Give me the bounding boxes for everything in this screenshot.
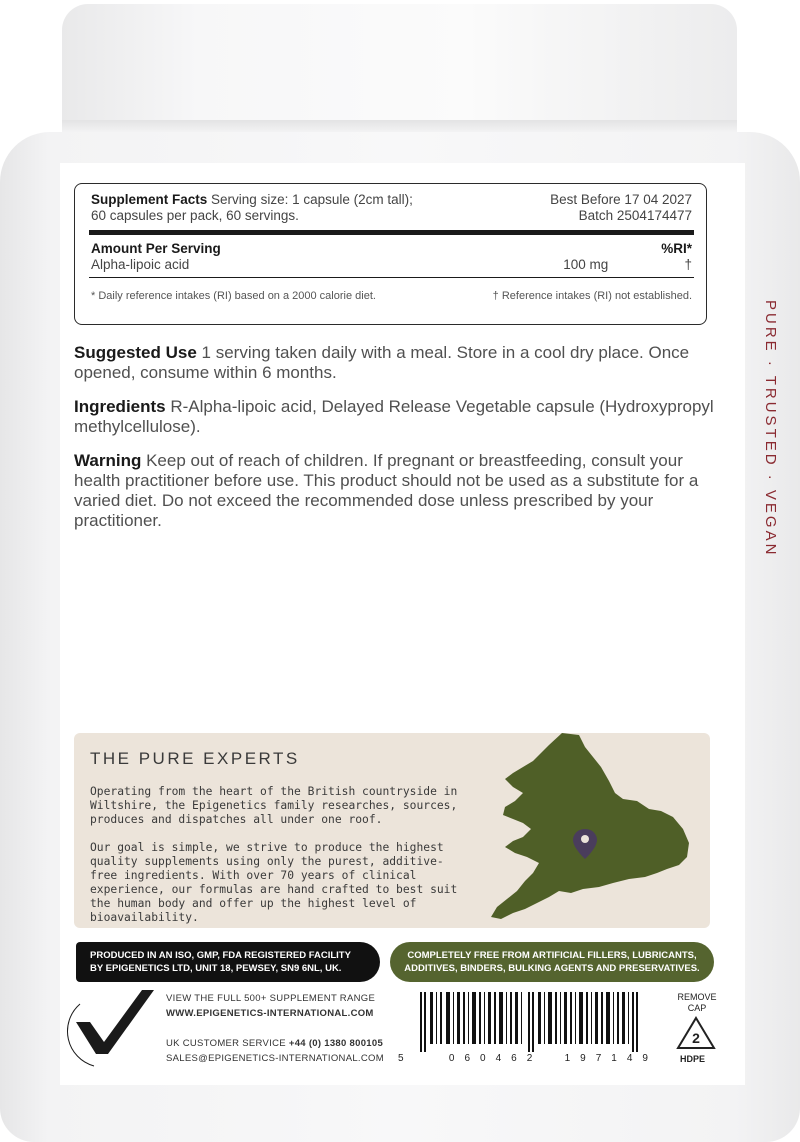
ingredients-text: R-Alpha-lipoic acid, Delayed Release Vegetable capsule (Hydroxypropyl methylcellulose). bbox=[74, 397, 714, 436]
free-from-badge bbox=[390, 942, 714, 982]
recycle-number: 2 bbox=[692, 1030, 700, 1046]
email-address[interactable]: SALES@EPIGENETICS-INTERNATIONAL.COM bbox=[166, 1053, 384, 1064]
pure-experts-paragraph-2: Our goal is simple, we strive to produce the highest quality supplements using only the purest, additive-free ingredients. With over 70 years of clinical experience, our formulas are hand crafted to best suit the human body and offer up the highest level of bioavailability. bbox=[90, 841, 458, 924]
facts-title: Supplement Facts bbox=[91, 192, 208, 207]
barcode-group-2: 197149 bbox=[564, 1053, 658, 1064]
footnote-ri: * Daily reference intakes (RI) based on a 2000 calorie diet. bbox=[91, 290, 376, 302]
range-label: VIEW THE FULL 500+ SUPPLEMENT RANGE bbox=[166, 993, 376, 1004]
barcode-lead-digit: 5 bbox=[398, 1053, 405, 1064]
certified-seal-icon bbox=[66, 984, 162, 1070]
customer-service-label: UK CUSTOMER SERVICE bbox=[166, 1038, 286, 1049]
best-before: Best Before 17 04 2027 bbox=[550, 192, 692, 207]
england-map-shape bbox=[491, 733, 689, 919]
serving-line-1: Serving size: 1 capsule (2cm tall); bbox=[211, 192, 413, 207]
pure-experts-panel bbox=[74, 733, 710, 928]
barcode-group-1: 060462 bbox=[448, 1053, 543, 1064]
location-pin-hole bbox=[581, 835, 589, 843]
ingredient-name: Alpha-lipoic acid bbox=[91, 257, 190, 272]
ri-header: %RI* bbox=[661, 241, 692, 256]
batch-number: Batch 2504174477 bbox=[578, 208, 692, 223]
side-tagline: PURE · TRUSTED · VEGAN bbox=[762, 300, 779, 558]
suggested-use-paragraph bbox=[74, 343, 714, 383]
website-link[interactable]: WWW.EPIGENETICS-INTERNATIONAL.COM bbox=[166, 1008, 374, 1019]
customer-service-line bbox=[166, 1038, 383, 1049]
barcode-numbers bbox=[398, 1053, 658, 1064]
recycle-material: HDPE bbox=[680, 1054, 706, 1064]
ingredient-row bbox=[91, 257, 692, 273]
facility-line-1: PRODUCED IN AN ISO, GMP, FDA REGISTERED FACILITY bbox=[90, 950, 351, 961]
serving-line-2: 60 capsules per pack, 60 servings. bbox=[91, 208, 299, 223]
suggested-use-heading: Suggested Use bbox=[74, 343, 197, 362]
barcode-icon bbox=[420, 992, 660, 1052]
warning-text: Keep out of reach of children. If pregnant or breastfeeding, consult your health practitioner before use. This product should not be used as a substitute for a varied diet. Do not exceed the recommended dose unless prescribed by your practitioner. bbox=[74, 451, 699, 530]
facility-badge bbox=[76, 942, 380, 982]
facility-line-2: BY EPIGENETICS LTD, UNIT 18, PEWSEY, SN9 6NL, UK. bbox=[90, 963, 342, 974]
warning-heading: Warning bbox=[74, 451, 142, 470]
england-map-icon bbox=[467, 733, 710, 928]
bottle-cap bbox=[62, 4, 737, 134]
footnote-not-established: † Reference intakes (RI) not established. bbox=[492, 290, 692, 302]
facts-header-row bbox=[91, 192, 692, 224]
supplement-facts-box bbox=[74, 183, 707, 325]
ingredient-amount: 100 mg bbox=[563, 257, 609, 272]
facts-divider-thick bbox=[89, 230, 694, 235]
ingredient-ri: † bbox=[684, 257, 692, 272]
warning-paragraph bbox=[74, 451, 714, 531]
free-from-line-1: COMPLETELY FREE FROM ARTIFICIAL FILLERS, LUBRICANTS, bbox=[407, 950, 697, 961]
suggested-use-text: 1 serving taken daily with a meal. Store in a cool dry place. Once opened, consume within 6 months. bbox=[74, 343, 690, 382]
recycle-icon bbox=[676, 1016, 716, 1052]
free-from-line-2: ADDITIVES, BINDERS, BULKING AGENTS AND PRESERVATIVES. bbox=[404, 963, 700, 974]
barcode-bars bbox=[420, 992, 638, 1052]
pure-experts-title: THE PURE EXPERTS bbox=[90, 749, 300, 768]
amount-header-row bbox=[91, 241, 692, 257]
ingredients-heading: Ingredients bbox=[74, 397, 166, 416]
phone-number[interactable]: +44 (0) 1380 800105 bbox=[288, 1038, 384, 1049]
remove-cap-text: REMOVE CAP bbox=[677, 992, 717, 1013]
facts-divider-thin bbox=[89, 277, 694, 278]
check-mark-shape bbox=[76, 990, 154, 1054]
facts-footnote-row bbox=[91, 290, 692, 302]
ingredients-paragraph bbox=[74, 397, 714, 437]
amount-per-serving-label: Amount Per Serving bbox=[91, 241, 221, 256]
pure-experts-paragraph-1: Operating from the heart of the British countryside in Wiltshire, the Epigenetics family researches, sources, produces and dispatches all under one roof. bbox=[90, 785, 458, 826]
